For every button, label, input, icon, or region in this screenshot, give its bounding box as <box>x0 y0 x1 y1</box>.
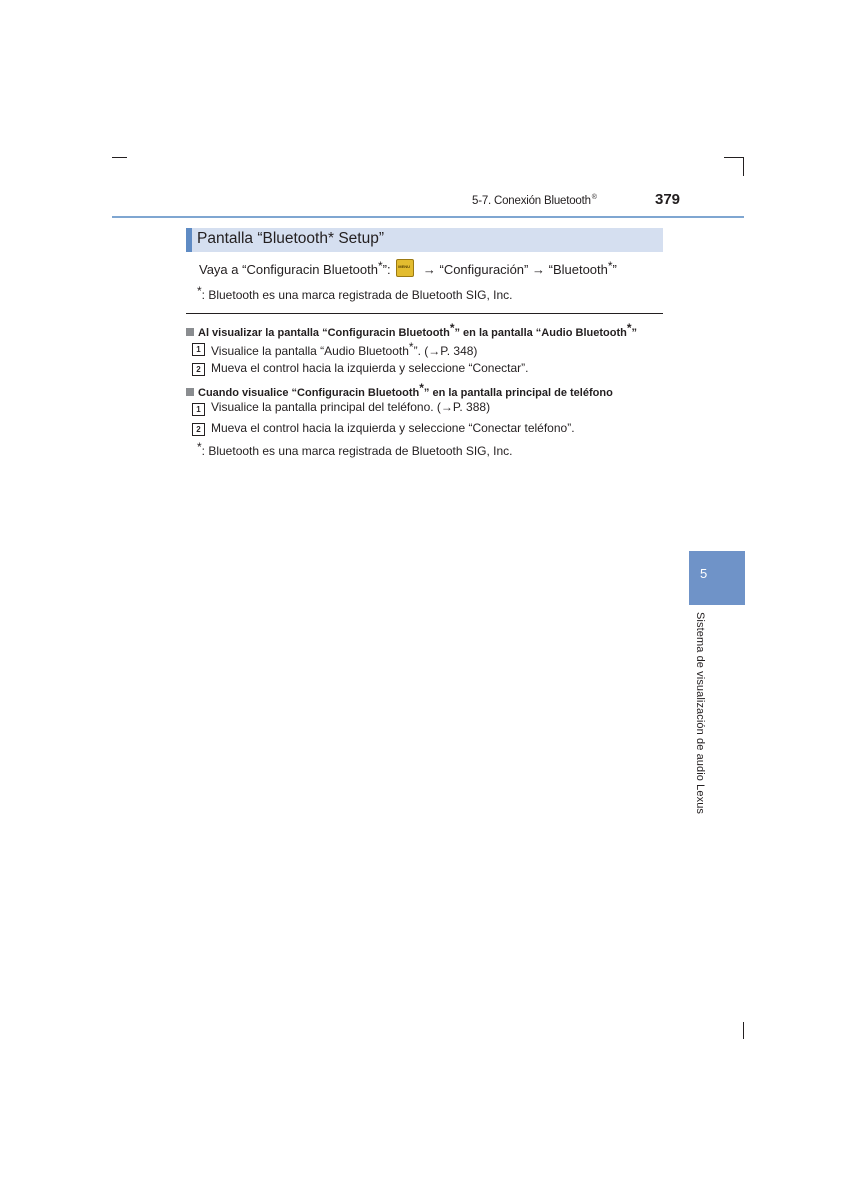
section-divider <box>186 313 663 314</box>
step-number-1: 1 <box>192 403 205 416</box>
intro-line: Vaya a “Configuracin Bluetooth*”: MENU → “Configuración” → “Bluetooth*” <box>199 259 617 277</box>
section-1-heading: Al visualizar la pantalla “Configuracin Bluetooth*” en la pantalla “Audio Bluetooth*” <box>186 321 637 339</box>
section-1-step-1: Visualice la pantalla “Audio Bluetooth*”. (→P. 348) <box>211 340 478 358</box>
section-2-heading: Cuando visualice “Configuracin Bluetooth*” en la pantalla principal de teléfono <box>186 381 613 399</box>
section-1-step-2: Mueva el control hacia la izquierda y seleccione “Conectar”. <box>211 361 529 375</box>
crop-mark-top-right-h <box>724 157 744 158</box>
chapter-label: Sistema de visualización de audio Lexus <box>694 612 706 815</box>
crop-mark-top-right-v <box>743 157 744 176</box>
page-title: Pantalla “Bluetooth* Setup” <box>197 230 384 247</box>
step-number-1: 1 <box>192 343 205 356</box>
registered-mark: ® <box>591 194 597 201</box>
page-number: 379 <box>655 191 681 208</box>
crop-mark-bottom-right-v <box>743 1022 744 1039</box>
square-bullet-icon <box>186 328 194 336</box>
step-number-2: 2 <box>192 363 205 376</box>
arrow-icon: → <box>422 262 436 277</box>
running-header-section <box>472 194 597 207</box>
arrow-icon: → <box>428 344 441 358</box>
footnote-2: *: Bluetooth es una marca registrada de Bluetooth SIG, Inc. <box>197 440 513 458</box>
step-number-2: 2 <box>192 423 205 436</box>
chapter-tab <box>689 551 745 605</box>
section-title: 5-7. Conexión Bluetooth <box>472 195 591 207</box>
arrow-icon: → <box>440 400 453 414</box>
square-bullet-icon <box>186 388 194 396</box>
section-2-step-1: Visualice la pantalla principal del teléfono. (→P. 388) <box>211 400 491 414</box>
title-accent <box>186 228 192 252</box>
header-rule <box>112 216 744 218</box>
footnote-1: *: Bluetooth es una marca registrada de Bluetooth SIG, Inc. <box>197 284 513 302</box>
crop-mark-top-left <box>112 157 127 158</box>
arrow-icon: → <box>531 262 545 277</box>
chapter-number: 5 <box>700 566 708 581</box>
section-2-step-2: Mueva el control hacia la izquierda y seleccione “Conectar teléfono”. <box>211 421 575 435</box>
menu-button-icon: MENU <box>396 259 414 277</box>
